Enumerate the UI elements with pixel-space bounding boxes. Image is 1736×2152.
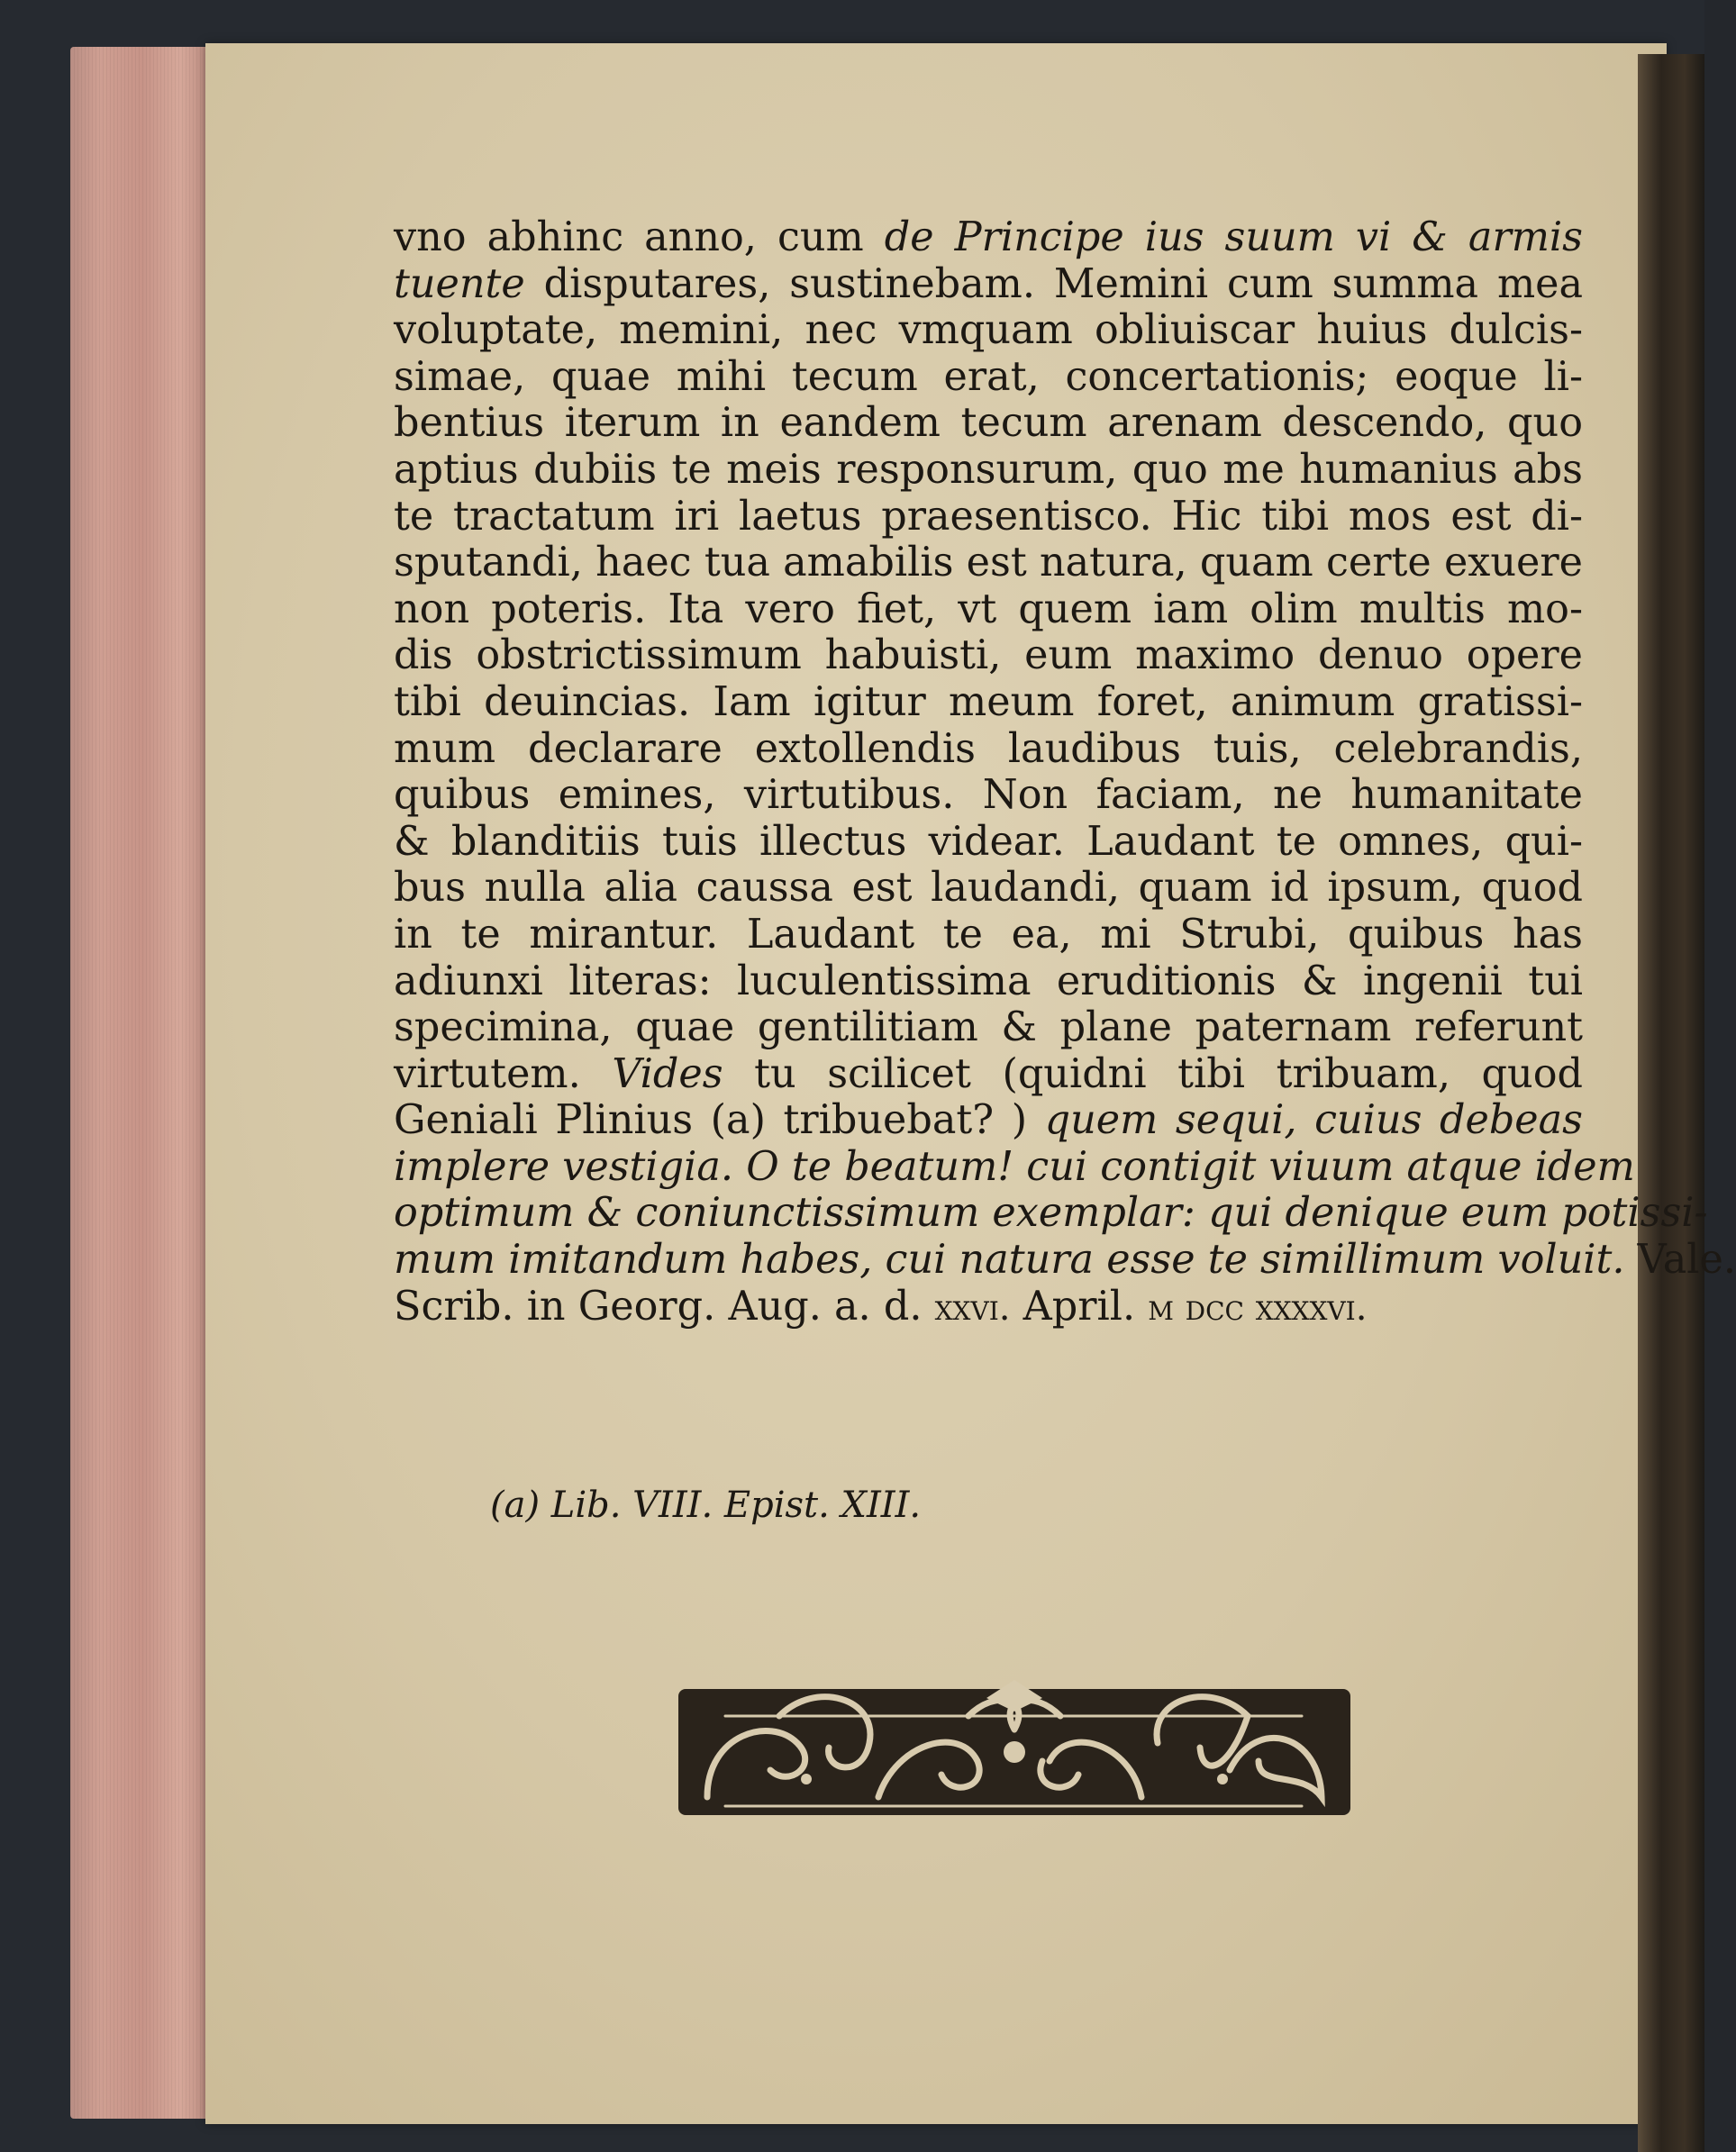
text-line (394, 261, 1583, 308)
text-line (394, 632, 1583, 679)
letter-body (394, 214, 1736, 1330)
text-line (394, 540, 1583, 586)
text-segment: m dcc xxxxvi. (1148, 1286, 1368, 1329)
text-segment: specimina, quae gentilitiam & plane paternam referunt (394, 1004, 1583, 1051)
text-segment: tuente (394, 260, 525, 307)
text-segment: disputares, sustinebam. Memini cum summa mea (524, 260, 1583, 307)
ornament-vignette-icon (671, 1662, 1358, 1828)
text-segment: in te mirantur. Laudant te ea, mi Strubi, quibus has (394, 911, 1583, 958)
text-segment: Scrib. in Georg. Aug. a. d. (394, 1283, 935, 1330)
text-line (394, 912, 1583, 958)
text-line (394, 958, 1583, 1005)
text-line (394, 772, 1583, 819)
text-segment: optimum & coniunctissimum exemplar: qui denique eum potissi- (394, 1190, 1708, 1237)
text-line (394, 354, 1583, 401)
book-binding (1638, 54, 1704, 2152)
text-segment: xxvi. (934, 1286, 1011, 1329)
text-line (394, 1051, 1583, 1098)
text-segment: adiunxi literas: luculentissima eruditionis & ingenii tui (394, 958, 1583, 1004)
text-line (394, 447, 1583, 494)
text-line (394, 307, 1583, 354)
text-segment: te tractatum iri laetus praesentisco. Hic tibi mos est di- (394, 493, 1583, 540)
text-segment: Vides (612, 1050, 723, 1097)
text-segment: implere vestigia. O te beatum! cui contigit viuum atque idem (394, 1143, 1635, 1190)
text-segment: voluptate, memini, nec vmquam obliuiscar huius dulcis- (394, 307, 1583, 354)
text-line (394, 1284, 1488, 1330)
page-fore-edge (70, 47, 216, 2119)
text-segment: mum imitandum habes, cui natura esse te simillimum voluit. (394, 1237, 1625, 1284)
text-segment: bus nulla alia caussa est laudandi, quam id ipsum, quod (394, 865, 1583, 912)
text-line (394, 1097, 1583, 1144)
text-segment: sputandi, haec tua amabilis est natura, quam certe exuere (394, 540, 1583, 586)
text-segment: tu scilicet (quidni tibi tribuam, quod (723, 1050, 1583, 1097)
text-segment: quibus emines, virtutibus. Non faciam, ne humanitate (394, 772, 1583, 819)
text-line (394, 586, 1583, 633)
text-line (394, 1190, 1708, 1237)
text-line (394, 726, 1583, 773)
text-line (394, 679, 1583, 726)
text-segment: tibi deuincias. Iam igitur meum foret, animum gratissi- (394, 678, 1583, 725)
text-segment: dis obstrictissimum habuisti, eum maximo denuo opere (394, 632, 1583, 679)
text-segment: April. (1010, 1283, 1149, 1330)
text-segment: quem sequi, cuius debeas (1044, 1097, 1584, 1144)
text-segment: non poteris. Ita vero fiet, vt quem iam olim multis mo- (394, 586, 1583, 632)
footnote: (a) Lib. VIII. Epist. XIII. (490, 1485, 922, 1526)
text-segment: & blanditiis tuis illectus videar. Laudant te omnes, qui- (394, 818, 1583, 865)
text-line (394, 214, 1583, 261)
text-segment: bentius iterum in eandem tecum arenam descendo, quo (394, 400, 1583, 447)
text-segment: vno abhinc anno, cum (394, 214, 885, 260)
text-segment: mum declarare extollendis laudibus tuis, celebrandis, (394, 725, 1583, 772)
text-line (394, 1237, 1736, 1284)
text-line (394, 400, 1583, 447)
text-line (394, 1004, 1583, 1051)
text-line (394, 865, 1583, 912)
text-line (394, 494, 1583, 540)
text-segment: de Principe ius suum vi & armis (884, 214, 1583, 260)
text-segment: aptius dubiis te meis responsurum, quo me humanius abs (394, 446, 1583, 493)
text-segment: Geniali Plinius (a) tribuebat? ) (394, 1097, 1045, 1144)
text-segment: Vale. (1624, 1237, 1736, 1284)
text-line (394, 1143, 1635, 1191)
text-segment: virtutem. (394, 1050, 613, 1097)
text-segment: simae, quae mihi tecum erat, concertationis; eoque li- (394, 353, 1583, 400)
text-line (394, 819, 1583, 866)
